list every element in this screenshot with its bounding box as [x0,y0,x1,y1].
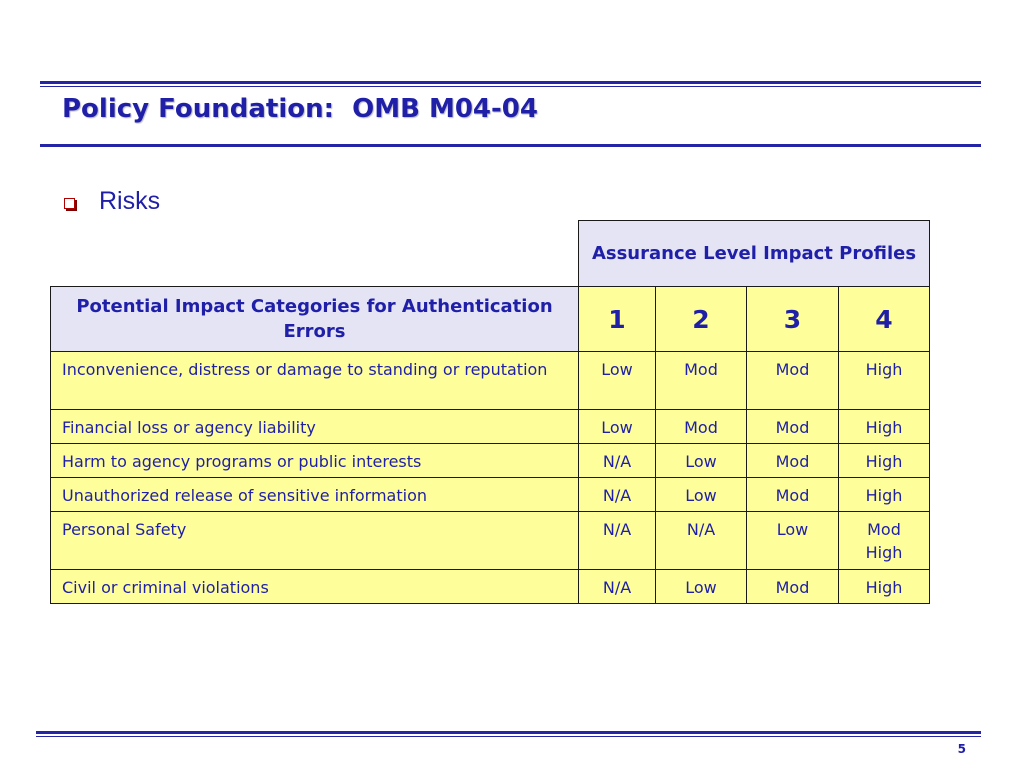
impact-table [50,220,930,604]
empty-corner-cell [51,221,579,287]
level-header: 3 [747,287,839,352]
top-rule-thin [40,86,981,87]
value-cell: Mod [656,352,747,410]
category-cell: Unauthorized release of sensitive information [51,478,579,512]
slide-title: Policy Foundation: OMB M04-04 [62,94,538,124]
value-cell: High [839,410,930,444]
category-header: Potential Impact Categories for Authentication Errors [51,287,579,352]
table-row [51,512,930,570]
bullet-text: Risks [99,186,161,215]
title-underline [40,144,981,147]
value-cell: Mod [656,410,747,444]
square-bullet-icon [64,198,75,209]
value-cell: N/A [579,478,656,512]
bottom-rule [36,731,981,734]
table-row [51,478,930,512]
top-rule [40,81,981,84]
level-header: 2 [656,287,747,352]
value-cell: Low [656,570,747,604]
value-cell: High [839,352,930,410]
value-cell: Mod [747,570,839,604]
category-cell: Personal Safety [51,512,579,570]
value-cell: High [839,478,930,512]
value-cell-stacked [839,512,930,570]
category-cell: Harm to agency programs or public interests [51,444,579,478]
value-cell: Low [656,444,747,478]
value-cell: Low [747,512,839,570]
value-cell: High [839,570,930,604]
level-header: 1 [579,287,656,352]
value-cell: Mod [747,444,839,478]
level-header: 4 [839,287,930,352]
table-row [51,352,930,410]
table-header-row-profiles [51,221,930,287]
value-cell: N/A [656,512,747,570]
value-cell: Low [579,352,656,410]
page-number: 5 [957,742,966,756]
category-cell: Civil or criminal violations [51,570,579,604]
value-line: Mod High [865,520,903,562]
table-row [51,570,930,604]
value-cell: Mod [747,410,839,444]
table-row [51,410,930,444]
table-row [51,444,930,478]
value-cell: Mod [747,478,839,512]
bottom-rule-thin [36,736,981,737]
value-cell: N/A [579,512,656,570]
profiles-header: Assurance Level Impact Profiles [579,221,930,287]
value-cell: Low [579,410,656,444]
bullet-item [64,186,160,216]
value-cell: N/A [579,570,656,604]
value-cell: Low [656,478,747,512]
value-cell: N/A [579,444,656,478]
category-cell: Financial loss or agency liability [51,410,579,444]
value-cell: High [839,444,930,478]
category-cell: Inconvenience, distress or damage to standing or reputation [51,352,579,410]
table-header-row-levels [51,287,930,352]
value-cell: Mod [747,352,839,410]
